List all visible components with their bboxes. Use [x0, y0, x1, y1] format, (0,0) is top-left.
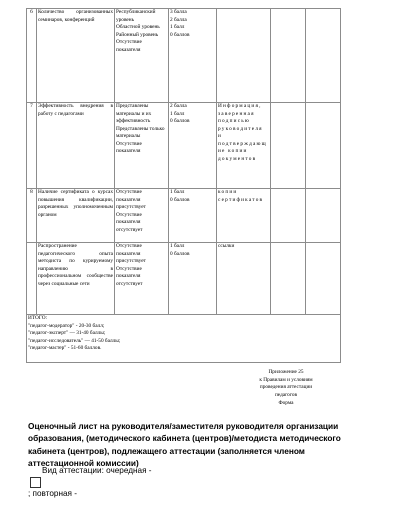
annex-note [236, 369, 336, 407]
row-number: 7 [27, 103, 37, 189]
indicator-line: Районный уровень [116, 31, 159, 38]
score-cell [271, 189, 306, 243]
indicator-line: Отсутствие показателя отсутствует [116, 265, 143, 287]
regular-attestation-checkbox[interactable] [30, 477, 41, 488]
annex-line: педагогов [274, 392, 298, 399]
indicator-cell [115, 243, 169, 315]
criterion-cell: Наличие сертификата о курсах повышения квалификации, разрешенных уполномоченным органом [37, 189, 115, 243]
total-line: "педагог-мастер" - 51-60 баллов. [28, 345, 102, 352]
documents-cell: копии сертификатов [217, 189, 271, 243]
points-cell [169, 243, 217, 315]
annex-line: к Правилам и условиям [259, 376, 313, 383]
annex-line: Приложение 25 [268, 369, 304, 375]
indicator-line: Отсутствие показателя отсутствует [116, 211, 143, 233]
points-cell [169, 189, 217, 243]
attestation-type-label: Вид аттестации: очередная - [42, 466, 152, 475]
indicator-line: Отсутствие показателя [116, 140, 142, 155]
indicator-cell [115, 189, 169, 243]
indicator-cell [115, 9, 169, 103]
total-line: "педагог-модератор" - 20-30 балл; [28, 322, 105, 329]
points-line: 2 балла [170, 16, 187, 23]
document-title: Оценочный лист на руководителя/заместителя руководителя организации образования, (методического кабинета (центров)/методиста методического кабинета (центров), подлежащего аттестации (заполняется членом аттестационной комиссии) [28, 421, 341, 469]
annex-line: проведения аттестации [259, 384, 313, 391]
points-line: 1 балл [170, 110, 185, 117]
points-line: 1 балл [170, 24, 185, 31]
documents-cell: ссылки [217, 243, 271, 315]
score-cell [271, 9, 306, 103]
table-row [27, 103, 341, 189]
indicator-line: Отсутствие показателя [116, 39, 142, 53]
indicator-line: Представлены только материалы [116, 125, 165, 140]
points-line: 0 баллов [170, 118, 190, 125]
total-heading: ИТОГО: [28, 315, 48, 321]
row-number: 6 [27, 9, 37, 103]
evaluation-table-wrapper [26, 8, 340, 363]
points-cell [169, 103, 217, 189]
indicator-line: Республиканский уровень [116, 9, 156, 23]
table-row [27, 189, 341, 243]
row-number: 8 [27, 189, 37, 243]
criterion-cell: Количество организованных семинаров, конференций [37, 9, 115, 103]
table-row [27, 243, 341, 315]
points-line: 2 балла [170, 103, 187, 109]
points-line: 0 баллов [170, 250, 190, 257]
score-cell [306, 243, 341, 315]
score-cell [306, 103, 341, 189]
score-cell [271, 103, 306, 189]
table-row [27, 9, 341, 103]
total-cell [27, 315, 341, 363]
indicator-line: Представлены материалы и их эффективность [116, 103, 152, 125]
points-line: 1 балл [170, 189, 185, 195]
total-line: "педагог-исследователь" — 41-50 баллы; [28, 337, 121, 344]
repeat-attestation-label: ; повторная - [28, 489, 77, 498]
indicator-line: Областной уровень [116, 24, 160, 31]
indicator-line: Отсутствие показателя присутствует [116, 189, 146, 211]
score-cell [271, 243, 306, 315]
points-cell [169, 9, 217, 103]
total-line: "педагог-эксперт" — 31-40 баллы; [28, 330, 106, 337]
points-line: 1 балл [170, 243, 185, 249]
score-cell [306, 9, 341, 103]
score-cell [306, 189, 341, 243]
criterion-cell: Эффективность внедрения в работу с педагогами [37, 103, 115, 189]
total-row [27, 315, 341, 363]
indicator-line: Отсутствие показателя присутствует [116, 243, 146, 265]
documents-cell [217, 9, 271, 103]
documents-cell: Информация, заверенная подписью руководителя и подтверждающие копии документов [217, 103, 271, 189]
row-number [27, 243, 37, 315]
annex-line: Форма [278, 399, 294, 406]
points-line: 0 баллов [170, 196, 190, 203]
points-line: 3 балла [170, 9, 187, 15]
indicator-cell [115, 103, 169, 189]
evaluation-table [26, 8, 341, 363]
points-line: 0 баллов [170, 31, 190, 38]
criterion-cell: Распространение педагогического опыта методиста по курируемому направлению в профессиональном сообществе через социальные сети [37, 243, 115, 315]
